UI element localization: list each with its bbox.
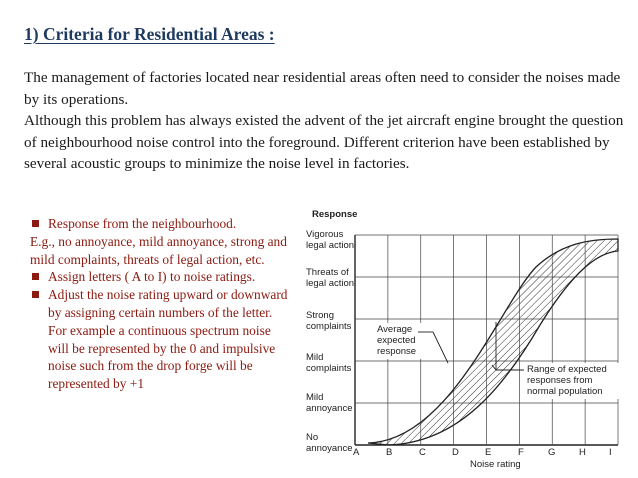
square-bullet-icon [32, 291, 39, 298]
average-label: response [377, 346, 417, 357]
bullet-text: Adjust the noise rating upward or downward by assigning certain numbers of the letter. For example a continuous spectrum noise will be represented by the 0 and impulsive noise such from the drop forge will be represented by +1 [48, 287, 288, 392]
bullet-item-adjust [30, 286, 292, 393]
y-level-label: complaints [306, 363, 352, 374]
y-level-label: annoyance [306, 443, 353, 454]
y-level-label: Vigorous [306, 229, 344, 240]
x-letter-label: F [518, 447, 524, 458]
bullet-item-response-detail: E.g., no annoyance, mild annoyance, strong and mild complaints, threats of legal action, etc. [30, 233, 287, 267]
range-label: responses from [527, 375, 593, 386]
bullet-text: Assign letters ( A to I) to noise ratings. [48, 269, 256, 285]
x-letter-label: A [353, 447, 360, 458]
x-letter-label: I [609, 447, 612, 458]
y-level-label: annoyance [306, 403, 353, 414]
response-curve-chart [300, 205, 632, 471]
x-letter-labels [353, 447, 612, 458]
intro-paragraph-1: The management of factories located near residential areas often need to consider the noises made by its operations. [24, 69, 621, 108]
bullet-item-letters [30, 268, 292, 286]
x-letter-label: G [548, 447, 556, 458]
square-bullet-icon [32, 273, 39, 280]
x-letter-label: E [485, 447, 492, 458]
x-letter-label: B [386, 447, 393, 458]
y-level-label: complaints [306, 321, 352, 332]
page-title: 1) Criteria for Residential Areas : [24, 24, 275, 44]
bullet-text: Response from the neighbourhood. [48, 216, 237, 231]
average-leader-line [433, 332, 448, 363]
x-letter-label: D [452, 447, 459, 458]
range-label: normal population [527, 386, 603, 397]
square-bullet-icon [32, 220, 39, 227]
noise-rating-figure [300, 205, 632, 471]
bullet-list [30, 215, 292, 393]
x-axis-title: Noise rating [470, 459, 521, 470]
x-letter-label: C [419, 447, 426, 458]
y-level-label: Mild [306, 352, 324, 363]
y-level-label: No [306, 432, 319, 443]
average-label: Average [377, 324, 413, 335]
y-level-label: legal action [306, 278, 355, 289]
intro-text [24, 67, 630, 175]
intro-paragraph-2: Although this problem has always existed the advent of the jet aircraft engine brought the question of neighbourhood noise control into the foreground. Different criterion have been established by several acoustic groups to minimize the noise level in factories. [24, 112, 624, 172]
x-letter-label: H [579, 447, 586, 458]
y-level-labels [306, 229, 354, 454]
y-level-label: legal action [306, 240, 355, 251]
bullet-item-response [30, 215, 292, 233]
y-axis-title: Response [312, 209, 358, 220]
y-level-label: Strong [306, 310, 334, 321]
average-label: expected [377, 335, 416, 346]
y-level-label: Threats of [306, 267, 349, 278]
range-label: Range of expected [527, 364, 607, 375]
y-level-label: Mild [306, 392, 324, 403]
